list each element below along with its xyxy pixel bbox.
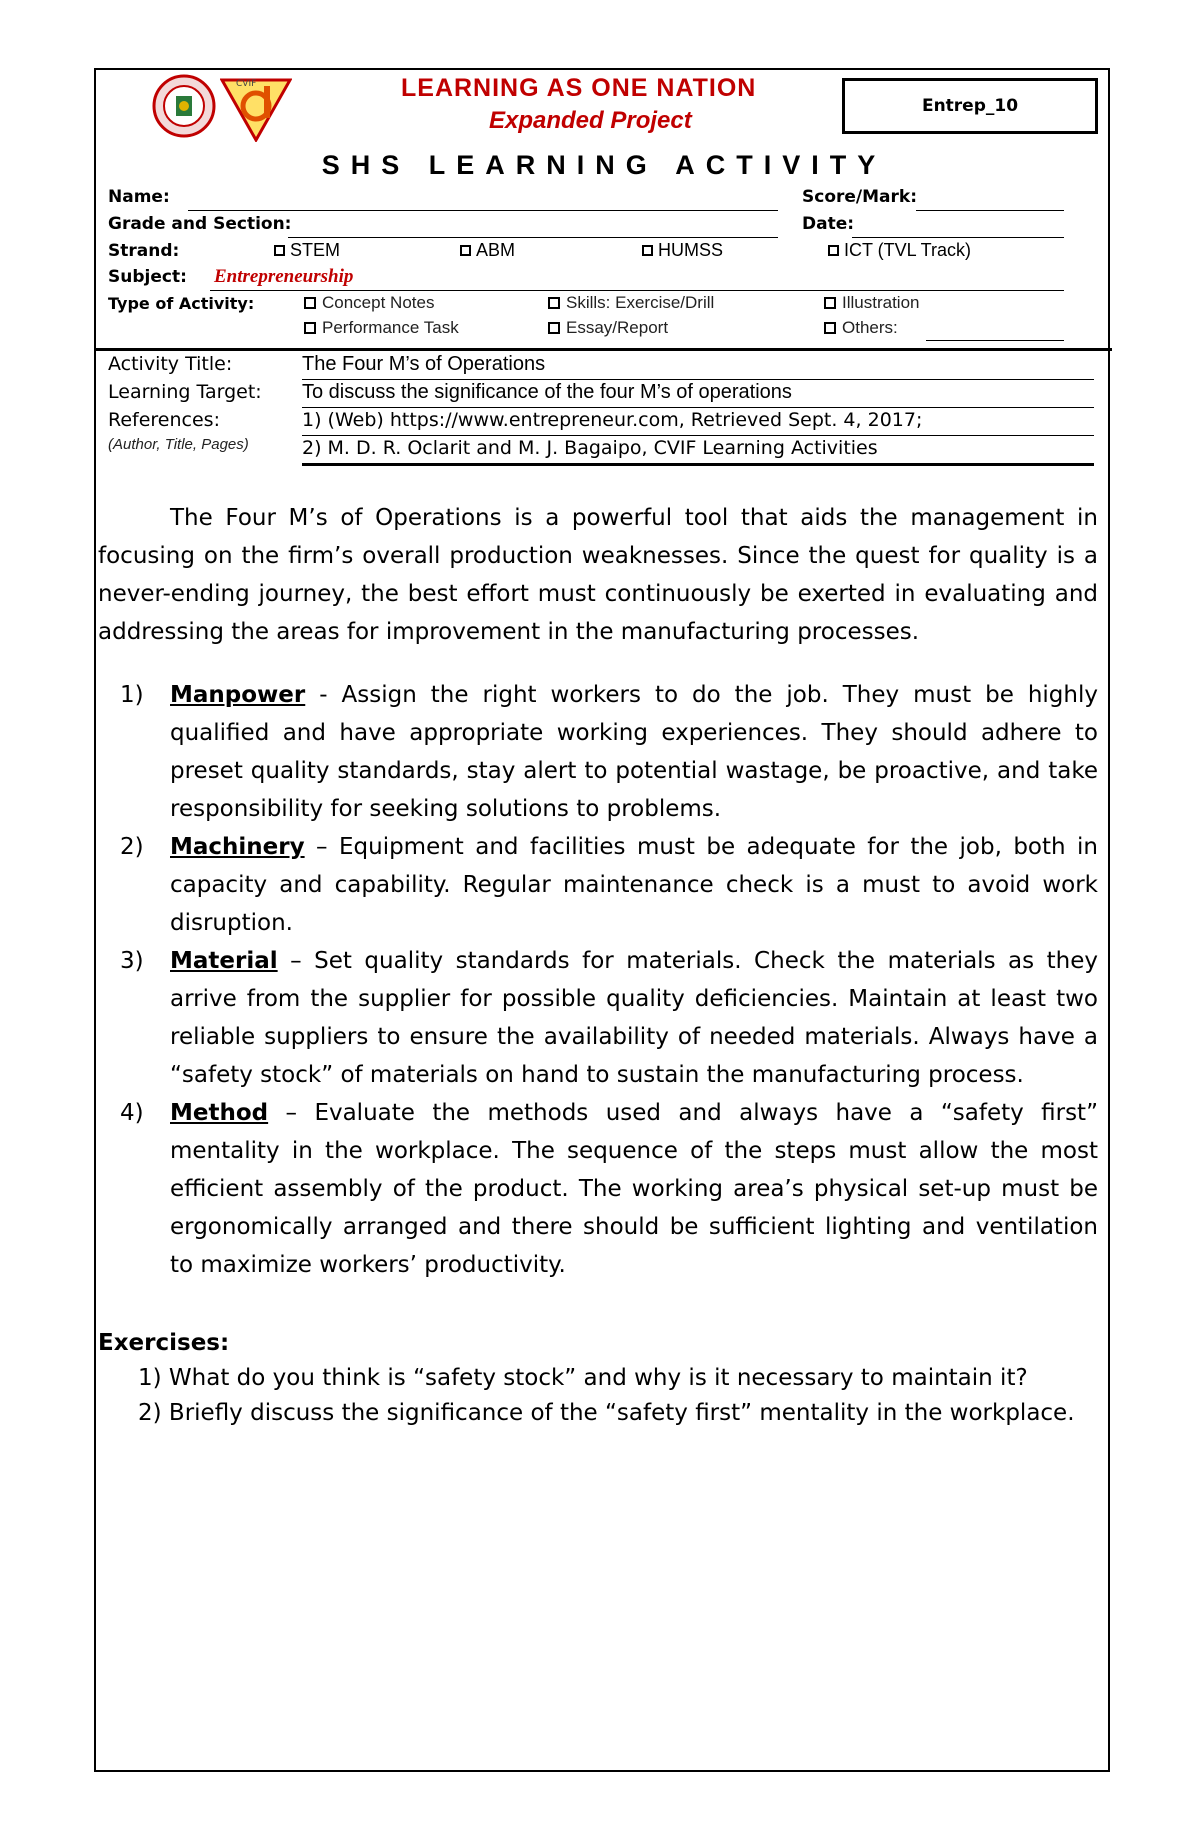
activity-sheet — [94, 68, 1110, 1772]
checkbox-icon — [828, 245, 839, 256]
program-title: LEARNING AS ONE NATION — [401, 74, 757, 102]
subject-label: Subject: — [108, 267, 187, 287]
cvif-logo — [220, 72, 292, 142]
strand-option-ict[interactable]: ICT (TVL Track) — [828, 240, 971, 261]
checkbox-icon — [824, 297, 836, 309]
intro-paragraph: The Four M’s of Operations is a powerful tool that aids the management in focusing on the firm’s overall production weaknesses. Since the quest for quality is a never-ending journey, the best effort must continuously be exerted in evaluating and addressing the areas for improvement in the manufacturing processes. — [98, 505, 1098, 645]
list-item-manpower: 1) Manpower - Assign the right workers to do the job. They must be highly qualified and have appropriate working experiences. They should adhere to preset quality standards, stay alert to potential wastage, be proactive, and take responsibility for seeking solutions to problems. — [120, 682, 1098, 822]
activity-code-box — [842, 78, 1098, 134]
type-option-concept-notes[interactable]: Concept Notes — [304, 293, 434, 313]
others-field[interactable] — [926, 340, 1064, 341]
type-option-illustration[interactable]: Illustration — [824, 293, 919, 313]
strand-option-stem[interactable]: STEM — [274, 240, 340, 261]
type-option-others[interactable]: Others: — [824, 318, 898, 338]
reference-1: 1) (Web) https://www.entrepreneur.com, Retrieved Sept. 4, 2017; — [302, 409, 1094, 436]
program-subtitle: Expanded Project — [489, 107, 692, 134]
activity-title-value: The Four M’s of Operations — [302, 353, 1094, 380]
reference-2: 2) M. D. R. Oclarit and M. J. Bagaipo, CVIF Learning Activities — [302, 437, 1094, 466]
section-divider — [96, 348, 1112, 351]
term-method: Method — [170, 1100, 269, 1126]
date-field[interactable] — [852, 237, 1064, 238]
checkbox-icon — [642, 245, 653, 256]
strand-option-humss[interactable]: HUMSS — [642, 240, 723, 261]
checkbox-icon — [304, 297, 316, 309]
grade-label: Grade and Section: — [108, 214, 292, 234]
checkbox-icon — [548, 322, 560, 334]
strand-label: Strand: — [108, 241, 180, 261]
activity-code: Entrep_10 — [921, 96, 1019, 116]
list-item-material: 3) Material – Set quality standards for materials. Check the materials as they arrive from the supplier for possible quality deficiencies. Maintain at least two reliable suppliers to ensure the availability of needed materials. Always have a “safety stock” of materials on hand to sustain the manufacturing process. — [120, 948, 1098, 1088]
cvif-logo-text: CVIF — [236, 79, 257, 89]
exercises-heading: Exercises: — [98, 1330, 230, 1356]
references-subnote: (Author, Title, Pages) — [108, 436, 249, 453]
score-field[interactable] — [916, 210, 1064, 211]
list-item-machinery: 2) Machinery – Equipment and facilities must be adequate for the job, both in capacity and capability. Regular maintenance check is a must to avoid work disruption. — [120, 834, 1098, 936]
school-seal-logo — [152, 74, 216, 138]
type-option-skills[interactable]: Skills: Exercise/Drill — [548, 293, 714, 313]
type-option-performance-task[interactable]: Performance Task — [304, 318, 459, 338]
subject-underline — [210, 290, 1064, 291]
name-field[interactable] — [188, 210, 778, 211]
name-label: Name: — [108, 187, 170, 207]
grade-field[interactable] — [288, 237, 778, 238]
activity-heading: SHS LEARNING ACTIVITY — [321, 150, 887, 180]
references-label: References: — [108, 409, 220, 431]
type-label: Type of Activity: — [108, 294, 255, 313]
subject-value: Entrepreneurship — [214, 266, 354, 287]
date-label: Date: — [802, 214, 855, 234]
checkbox-icon — [274, 245, 285, 256]
learning-target-value: To discuss the significance of the four M’s of operations — [302, 381, 1094, 408]
term-machinery: Machinery — [170, 834, 305, 860]
checkbox-icon — [548, 297, 560, 309]
checkbox-icon — [304, 322, 316, 334]
type-option-essay[interactable]: Essay/Report — [548, 318, 668, 338]
activity-title-label: Activity Title: — [108, 353, 233, 375]
term-material: Material — [170, 948, 278, 974]
score-label: Score/Mark: — [802, 187, 917, 207]
term-manpower: Manpower — [170, 682, 306, 708]
checkbox-icon — [824, 322, 836, 334]
exercise-2: 2) Briefly discuss the significance of the “safety first” mentality in the workplace. — [138, 1400, 1075, 1426]
strand-option-abm[interactable]: ABM — [460, 240, 515, 261]
learning-target-label: Learning Target: — [108, 381, 262, 403]
checkbox-icon — [460, 245, 471, 256]
list-item-method: 4) Method – Evaluate the methods used and always have a “safety first” mentality in the workplace. The sequence of the steps must allow the most efficient assembly of the product. The working area’s physical set-up must be ergonomically arranged and there should be sufficient lighting and ventilation to maximize workers’ productivity. — [120, 1100, 1098, 1278]
exercise-1: 1) What do you think is “safety stock” and why is it necessary to maintain it? — [138, 1365, 1028, 1391]
